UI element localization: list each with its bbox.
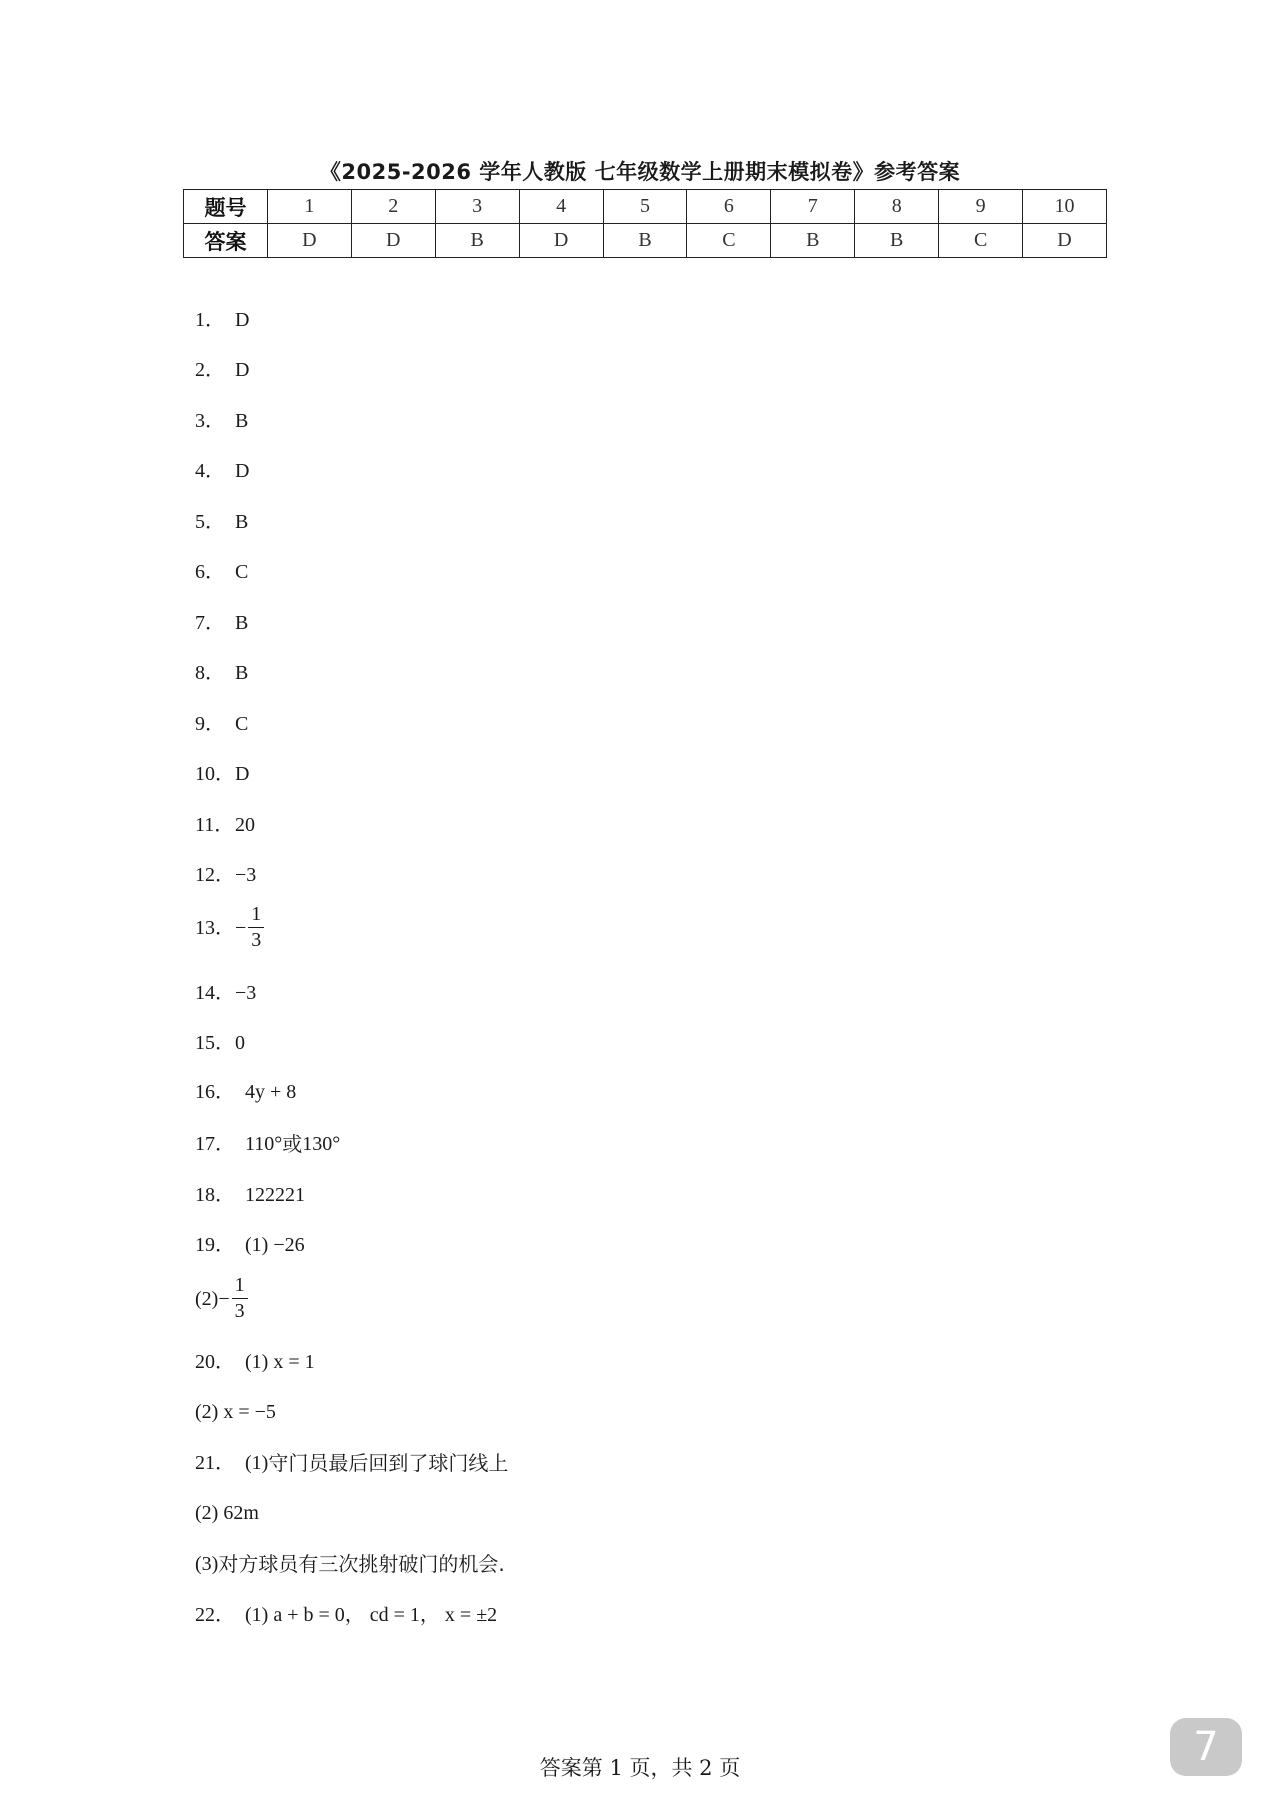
table-cell: B (435, 224, 519, 258)
fraction-numerator: 1 (232, 1275, 248, 1299)
answer-item-18 (195, 1185, 305, 1205)
table-cell: B (603, 224, 687, 258)
question-number: 21． (195, 1452, 235, 1474)
answer-item-1 (195, 310, 249, 330)
table-cell: D (267, 224, 351, 258)
table-cell: 6 (687, 190, 771, 224)
angle-value: 110° (245, 1133, 283, 1155)
answer-text: C (235, 561, 249, 583)
question-number: 10． (195, 763, 235, 785)
row-label-answer: 答案 (184, 224, 268, 258)
answer-item-6 (195, 562, 248, 582)
table-cell: D (351, 224, 435, 258)
answer-table (183, 189, 1107, 258)
answer-item-3 (195, 411, 248, 431)
answer-item-8 (195, 663, 248, 683)
answer-item-21-1 (195, 1453, 508, 1473)
question-number: 9． (195, 713, 225, 735)
answer-item-13 (195, 904, 264, 951)
table-cell: 1 (267, 190, 351, 224)
answer-text: B (235, 662, 249, 684)
answer-text: B (235, 410, 249, 432)
angle-value: 130° (302, 1133, 341, 1155)
answer-text: 守门员最后回到了球门线上 (268, 1451, 509, 1475)
answer-text: D (235, 309, 250, 331)
table-cell: C (687, 224, 771, 258)
answer-text: 对方球员有三次挑射破门的机会. (218, 1552, 505, 1576)
fraction (248, 904, 264, 951)
answer-text: C (235, 713, 249, 735)
answer-item-2 (195, 360, 249, 380)
question-number: 20． (195, 1351, 235, 1373)
page-footer: 答案第 1 页，共 2 页 (539, 1756, 741, 1780)
part-label: (2) (195, 1287, 219, 1310)
answer-item-21-3 (195, 1554, 505, 1574)
answer-text: 0 (235, 1032, 245, 1054)
question-number: 7． (195, 612, 225, 634)
page-number-badge: 7 (1170, 1718, 1242, 1776)
question-number: 3． (195, 410, 225, 432)
question-number: 18． (195, 1184, 235, 1206)
answer-item-9 (195, 714, 248, 734)
question-number: 19． (195, 1234, 235, 1256)
answer-text: −3 (235, 982, 257, 1004)
table-cell: 7 (771, 190, 855, 224)
question-number: 22． (195, 1604, 235, 1626)
answer-item-11 (195, 815, 255, 835)
answer-item-16 (195, 1082, 296, 1102)
answer-item-7 (195, 613, 248, 633)
conjunction: 或 (282, 1132, 303, 1156)
answer-text: B (235, 612, 249, 634)
table-cell: 3 (435, 190, 519, 224)
question-number: 5． (195, 511, 225, 533)
table-cell: 8 (855, 190, 939, 224)
answer-text: −3 (235, 864, 257, 886)
table-row-answers (184, 224, 1107, 258)
table-cell: 9 (939, 190, 1023, 224)
table-cell: 10 (1023, 190, 1107, 224)
answer-item-17 (195, 1134, 340, 1154)
answer-item-4 (195, 461, 249, 481)
answer-text: B (235, 511, 249, 533)
table-cell: 5 (603, 190, 687, 224)
fraction-denominator: 3 (251, 929, 262, 951)
answer-text: (2) x = −5 (195, 1401, 276, 1423)
question-number: 6． (195, 561, 225, 583)
question-number: 14． (195, 982, 235, 1004)
table-cell: 2 (351, 190, 435, 224)
answer-item-21-2 (195, 1503, 259, 1523)
question-number: 11． (195, 814, 235, 836)
answer-item-14 (195, 983, 256, 1003)
part-label: (3) (195, 1553, 219, 1575)
fraction-denominator: 3 (234, 1300, 245, 1322)
answer-text: (2) 62m (195, 1502, 259, 1524)
question-number: 2． (195, 359, 225, 381)
answer-item-15 (195, 1033, 245, 1053)
answer-text: (1) x = 1 (245, 1351, 315, 1373)
page-title: 《2025-2026 学年人教版 七年级数学上册期末模拟卷》参考答案 (319, 160, 961, 184)
part-label: (1) (245, 1452, 269, 1474)
table-cell: B (771, 224, 855, 258)
answer-text: 20 (235, 814, 255, 836)
row-label-number: 题号 (184, 190, 268, 224)
question-number: 15． (195, 1032, 235, 1054)
answer-item-19-2 (195, 1275, 248, 1322)
question-number: 8． (195, 662, 225, 684)
answer-item-5 (195, 512, 248, 532)
table-cell: C (939, 224, 1023, 258)
question-number: 17． (195, 1133, 235, 1155)
answer-text: 4y + 8 (245, 1081, 297, 1103)
table-row-numbers (184, 190, 1107, 224)
answer-text: (1) −26 (245, 1234, 305, 1256)
table-cell: D (519, 224, 603, 258)
answer-text: D (235, 359, 250, 381)
fraction-numerator: 1 (248, 904, 264, 928)
answer-item-19-1 (195, 1235, 305, 1255)
answer-item-20-2 (195, 1402, 276, 1422)
minus-sign: − (235, 916, 247, 939)
answer-item-12 (195, 865, 256, 885)
question-number: 1． (195, 309, 225, 331)
answer-item-20-1 (195, 1352, 315, 1372)
answer-text: 122221 (245, 1184, 305, 1206)
table-cell: 4 (519, 190, 603, 224)
answer-text: D (235, 460, 250, 482)
answer-item-22-1 (195, 1605, 497, 1625)
answer-text: (1) a + b = 0， cd = 1， x = ±2 (245, 1604, 498, 1626)
minus-sign: − (218, 1287, 230, 1310)
question-number: 12． (195, 864, 235, 886)
question-number: 13． (195, 916, 235, 939)
question-number: 4． (195, 460, 225, 482)
answer-item-10 (195, 764, 249, 784)
fraction (232, 1275, 248, 1322)
question-number: 16． (195, 1081, 235, 1103)
answer-text: D (235, 763, 250, 785)
table-cell: B (855, 224, 939, 258)
table-cell: D (1023, 224, 1107, 258)
